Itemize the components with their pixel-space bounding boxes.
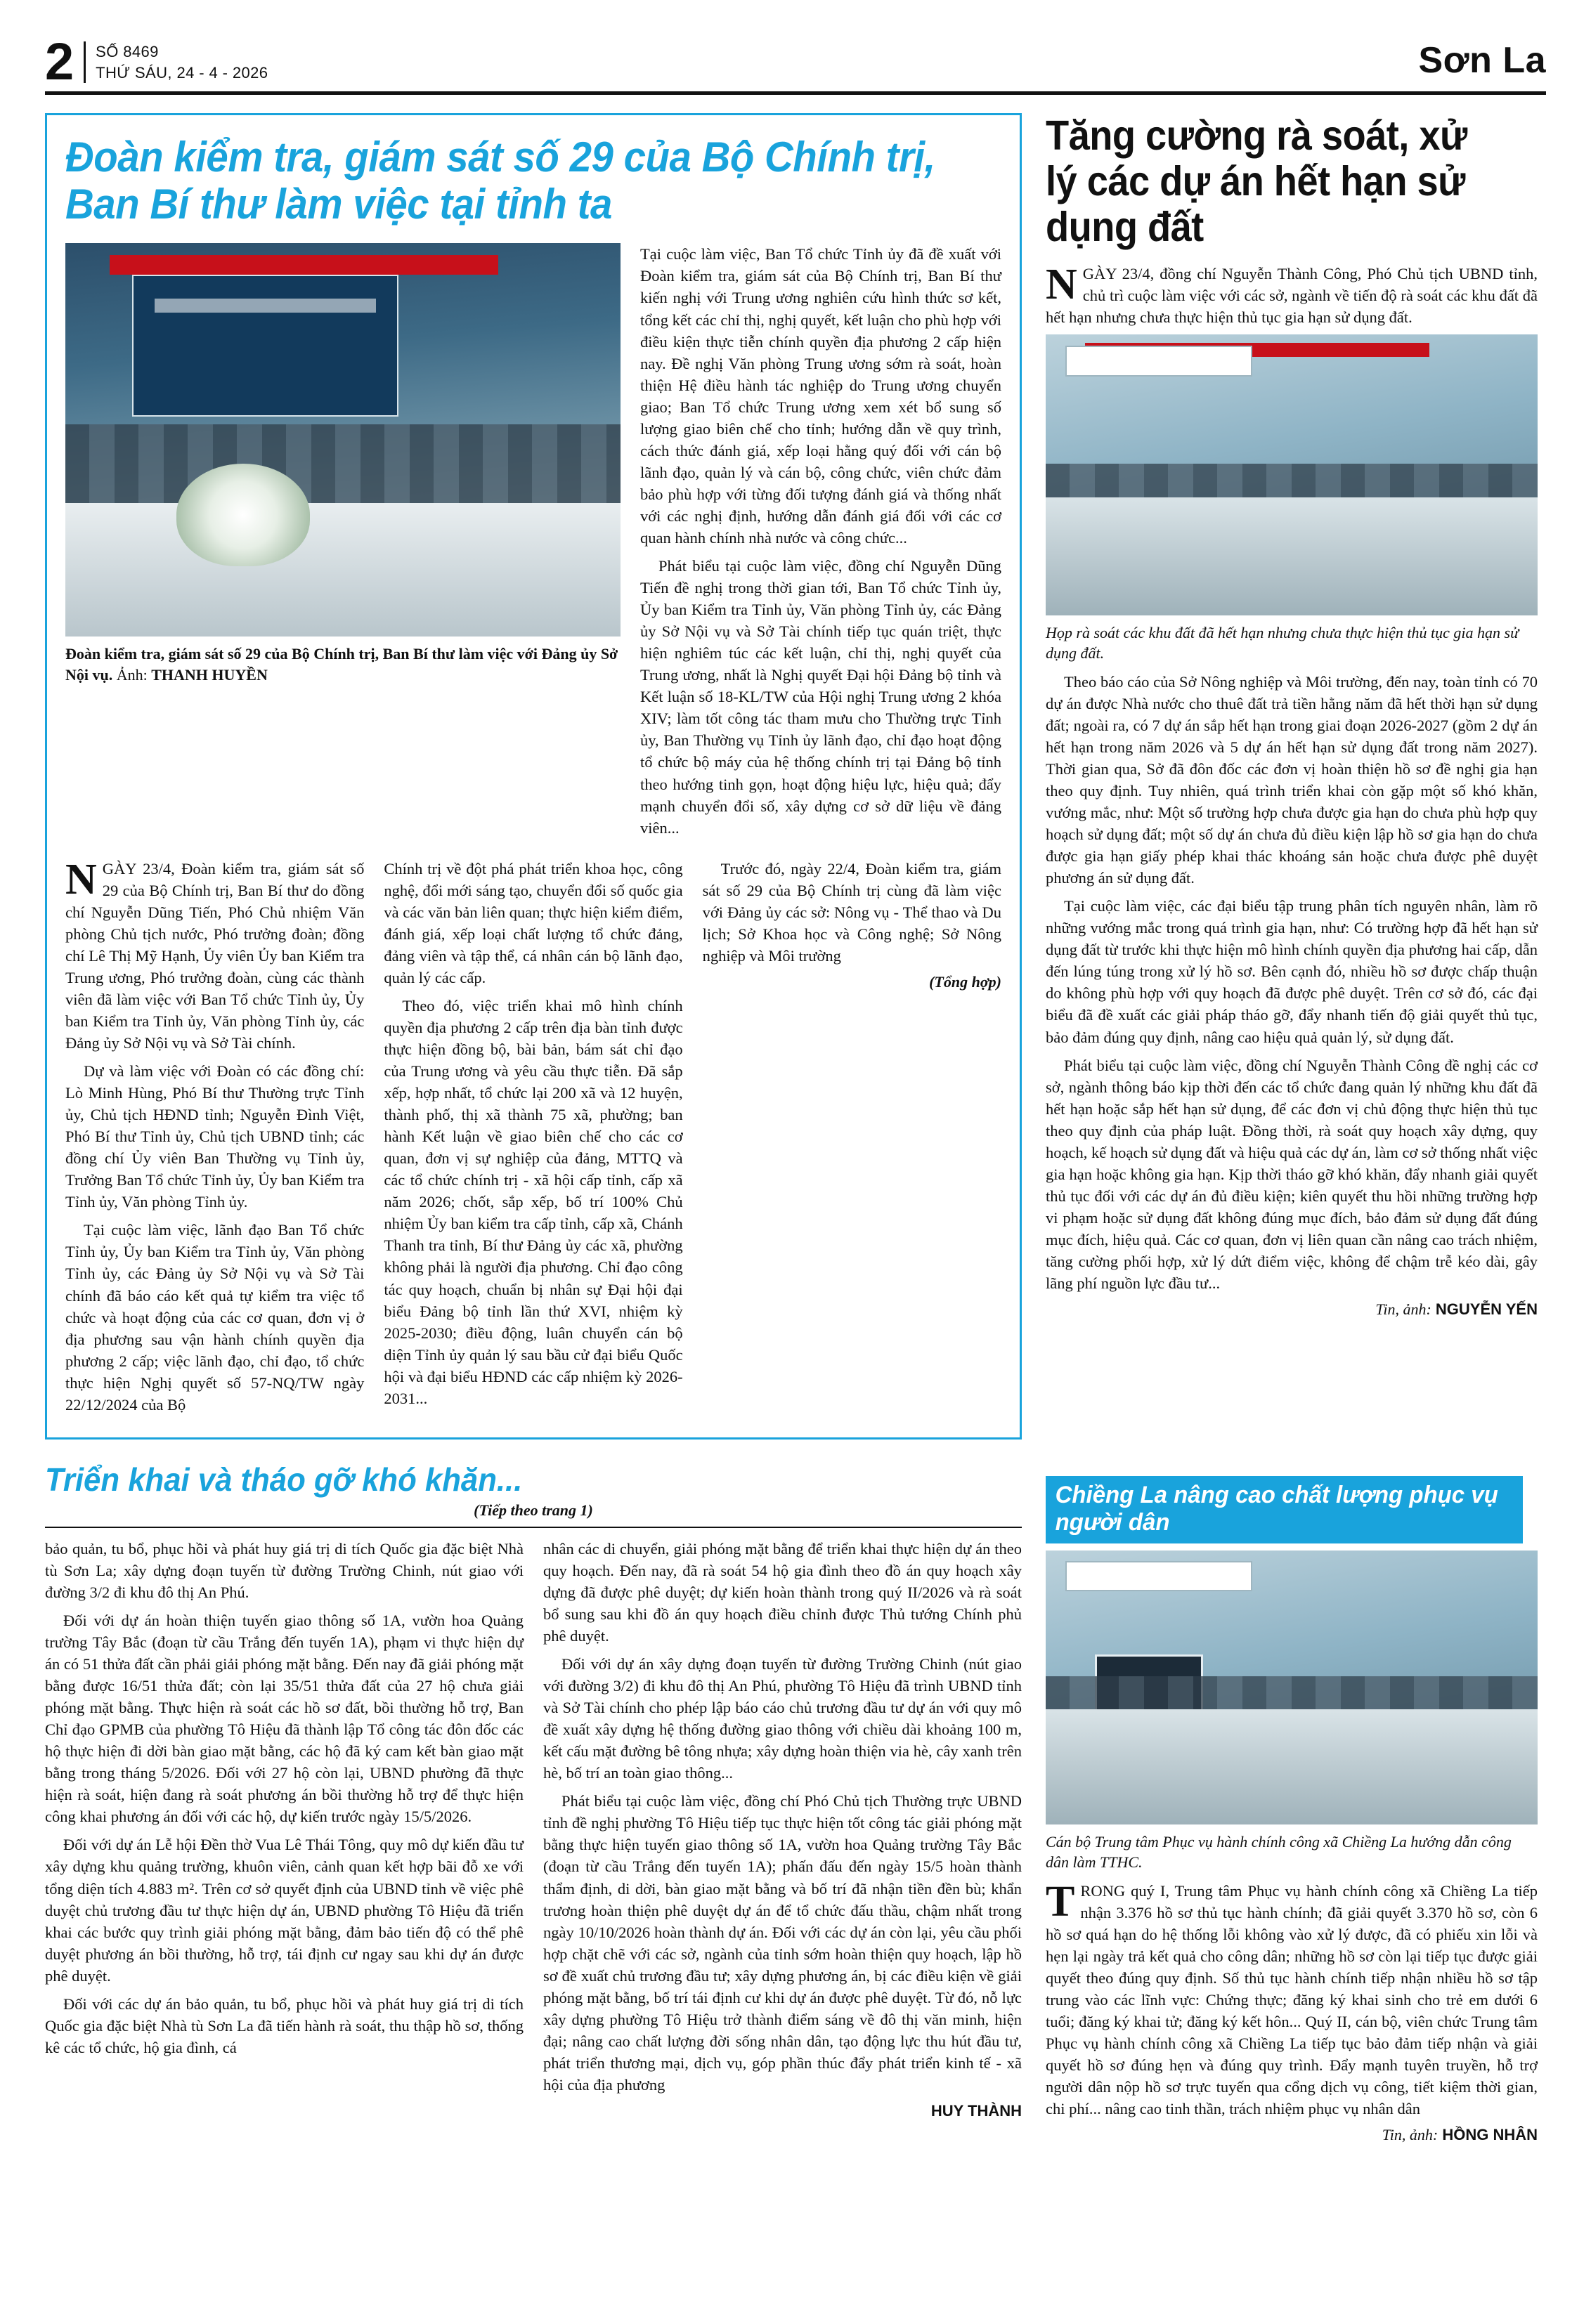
photo-projection-screen — [132, 275, 398, 417]
top-area — [45, 113, 1546, 1440]
article-main-col3-p2: Phát biểu tại cuộc làm việc, đồng chí Nguyễn Dũng Tiến đề nghị trong thời gian tới, Ban Tổ chức Tỉnh ủy, Ủy ban Kiểm tra Tỉnh ủy, Văn phòng Tỉnh ủy, các Đảng ủy Sở Nội vụ và Sở Tài chính tiếp tục quán triệt, thực hiện nghiêm túc các kết luận, chỉ thị, nghị quyết của Trung ương, nhất là Nghị quyết Đại hội Đảng bộ tỉnh và Kết luận số 18-KL/TW của Hội nghị Trung ương 2 khóa XIV; làm tốt công tác tham mưu cho Thường trực Tỉnh ủy, Ban Thường vụ Tỉnh ủy lãnh đạo, chỉ đạo hoạt động tổ chức bộ máy của hệ thống chính trị tại Đảng bộ tỉnh theo hướng tinh gọn, hoạt động hiệu lực, hiệu quả; đẩy mạnh chuyển đổi số, xây dựng cơ sở dữ liệu về đảng viên... — [640, 557, 1001, 837]
bl-col1-p1: bảo quản, tu bổ, phục hồi và phát huy giá trị di tích Quốc gia đặc biệt Nhà tù Sơn La; xây dựng đoạn tuyến từ đường Trường Chinh, nút giao với đường 3/2 đi khu đô thị An Phú. — [45, 1539, 524, 1601]
issue-date: THỨ SÁU, 24 - 4 - 2026 — [96, 63, 268, 81]
divider — [45, 1527, 1022, 1528]
signature-name: NGUYỄN YẾN — [1435, 1300, 1538, 1319]
article-bottom-left-headline: Triển khai và tháo gỡ khó khăn... — [45, 1461, 523, 1498]
article-right-photo-caption: Họp rà soát các khu đất đã hết hạn nhưng chưa thực hiện thủ tục gia hạn sử dụng đất. — [1046, 623, 1519, 662]
bottom-left-col2 — [543, 1538, 1022, 2136]
article-bottom-right-signature — [1046, 2126, 1538, 2144]
article-main-col3-p1: Tại cuộc làm việc, Ban Tổ chức Tỉnh ủy đã đề xuất với Đoàn kiểm tra, giám sát của Bộ Chính trị, Ban Bí thư kiến nghị với Trung ương nghiên cứu hình thức sơ kết, tổng kết các chỉ thị, nghị quyết, kết luận cho phù hợp với điều kiện thực tiễn chính quyền địa phương 2 cấp hiện nay. Đề nghị Văn phòng Trung ương sớm rà soát, hoàn thiện Hệ điều hành tác nghiệp do Trung ương chuyển giao; Ban Tổ chức Trung ương xem xét bổ sung số lượng giao biên chế cho tỉnh; hướng dẫn về quy trình, cách thức đánh giá, xếp loại hằng quý đối với cán bộ lãnh đạo, quản lý và cán bộ, công chức, viên chức đảm bảo phù hợp với từng đối tượng đánh giá và thống nhất với các nghị định, hướng dẫn đánh giá đối với các cơ quan hành chính nhà nước và công chức... — [640, 245, 1001, 547]
article-main-col1 — [65, 855, 365, 1422]
article-bottom-left-signature: HUY THÀNH — [930, 2101, 1022, 2120]
photo-credit — [117, 666, 268, 684]
signature-label: Tin, ảnh: — [1375, 1300, 1431, 1319]
article-main-columns — [65, 855, 1001, 1422]
article-right-lead: NGÀY 23/4, đồng chí Nguyễn Thành Công, Phó Chủ tịch UBND tỉnh, chủ trì cuộc làm việc với các sở, ngành về tiến độ rà soát các khu đất đã hết hạn nhưng chưa thực hiện thủ tục gia hạn sử dụng đất. — [1046, 260, 1538, 326]
article-right — [1046, 113, 1538, 1440]
issue-number: SỐ 8469 — [96, 42, 159, 60]
photo-flowers — [176, 464, 310, 566]
article-bottom-right-photo — [1046, 1551, 1538, 1824]
masthead — [45, 32, 1546, 95]
photo-credit-name: THANH HUYỀN — [151, 665, 268, 684]
bl-col1-p4: Đối với các dự án bảo quản, tu bổ, phục hồi và phát huy giá trị di tích Quốc gia đặc biệt Nhà tù Sơn La đã tiến hành rà soát, thu thập hồ sơ, thống kê các tổ chức, hộ gia đình, cá — [45, 1995, 524, 2056]
masthead-meta — [84, 41, 268, 83]
article-right-photo — [1046, 334, 1538, 615]
bottom-left-col1 — [45, 1538, 524, 2136]
article-main-col1-p2: Dự và làm việc với Đoàn có các đồng chí: Lò Minh Hùng, Phó Bí thư Thường trực Tỉnh ủy, Chủ tịch HĐND tỉnh; Nguyễn Đình Việt, Phó Bí thư Tỉnh ủy, Chủ tịch UBND tỉnh; các đồng chí Ủy viên Ban Thường vụ Tỉnh ủy, Trưởng Ban Tổ chức Tỉnh ủy, Ủy ban Kiểm tra Tỉnh ủy, Văn phòng Tỉnh ủy. — [65, 1062, 365, 1211]
signature-label: Tin, ảnh: — [1382, 2126, 1439, 2144]
photo-red-banner — [110, 255, 498, 275]
paper-name: Sơn La — [1418, 40, 1546, 81]
article-main-photo-caption — [65, 644, 621, 685]
bl-col1-p3: Đối với dự án Lễ hội Đền thờ Vua Lê Thái Tông, quy mô dự kiến đầu tư xây dựng khu quảng trường, khuôn viên, cảnh quan kết hợp bãi đỗ xe với tổng diện tích 4.883 m². Trên cơ sở quyết định của UBND tỉnh về việc phê duyệt chủ trương đầu tư thực hiện dự án, UBND phường Tô Hiệu đã triển khai các bước quy trình giải phóng mặt bằng, đảm bảo tiến độ có thể phê duyệt phương án bồi thường, hỗ trợ, tái định cư ngay sau khi dự án được phê duyệt. — [45, 1836, 524, 1985]
continued-from-label: (Tiếp theo trang 1) — [474, 1501, 593, 1519]
photo-sign — [1065, 346, 1252, 377]
article-main-col2-p2: Theo đó, việc triển khai mô hình chính quyền địa phương 2 cấp trên địa bàn tỉnh được thực hiện đồng bộ, bài bản, bám sát chỉ đạo của Trung ương và yêu cầu thực tiễn. Đã sắp xếp, hợp nhất, tổ chức lại 200 xã và 12 huyện, thành phố, thị xã thành 75 xã, phường; ban hành Kết luận về giao biên chế cho các cơ quan, đơn vị sự nghiệp của đảng, MTTQ và các tổ chức chính trị - xã hội cấp tỉnh, cấp xã năm 2026; chốt, sắp xếp, bố trí 100% Chủ nhiệm Ủy ban kiểm tra cấp tỉnh, cấp xã, Chánh Thanh tra tỉnh, Bí thư Đảng ủy các xã, phường không phải là người địa phương. Chỉ đạo công tác quy hoạch, chuẩn bị nhân sự Đại hội đại biểu Đảng bộ tỉnh lần thứ XVI, nhiệm kỳ 2025-2030; điều động, luân chuyển cán bộ diện Tỉnh ủy quản lý sau bầu cử đại biểu Quốc hội và đại biểu HĐND các cấp nhiệm kỳ 2026-2031... — [384, 996, 683, 1407]
article-main-col3-p3: Trước đó, ngày 22/4, Đoàn kiểm tra, giám sát số 29 của Bộ Chính trị cùng đã làm việc với Đảng ủy các sở: Nông vụ - Thể thao và Du lịch; Sở Khoa học và Công nghệ; Sở Nông nghiệp và Môi trường — [702, 859, 1001, 965]
article-main-col3-cont — [703, 858, 1001, 1422]
bl-col2-p1: nhân các di chuyển, giải phóng mặt bằng để triển khai thực hiện dự án theo quy hoạch. Đến nay, đã rà soát 54 hộ gia đình theo đồ án quy hoạch xây dựng đã được phê duyệt; dự kiến hoàn thành trong quý II/2026 và rà soát bổ sung sau khi đồ án quy hoạch điều chỉnh được Thủ tướng Chính phủ phê duyệt. — [543, 1539, 1022, 1645]
article-main-col2-p1: Chính trị về đột phá phát triển khoa học, công nghệ, đổi mới sáng tạo, chuyển đổi số quốc gia và các văn bản liên quan; thực hiện kiểm điểm, đánh giá, xếp loại chất lượng tổ chức đảng, đảng viên và tập thể, cá nhân cán bộ lãnh đạo, quản lý các cấp. — [384, 859, 683, 986]
article-bottom-left-columns — [45, 1538, 1022, 2136]
article-main-col1-p3: Tại cuộc làm việc, lãnh đạo Ban Tổ chức Tỉnh ủy, Ủy ban Kiểm tra Tỉnh ủy, Văn phòng Tỉnh ủy, các Đảng ủy Sở Nội vụ và Sở Tài chính đã báo cáo kết quả tự kiểm tra việc tổ chức và hoạt động của các cơ quan, đơn vị ở địa phương sau vận hành chính quyền địa phương 2 cấp; việc lãnh đạo, chỉ đạo, tổ chức thực hiện Nghị quyết số 57-NQ/TW ngày 22/12/2024 của Bộ — [65, 1221, 365, 1414]
photo-table — [65, 503, 621, 637]
article-right-p1: Theo báo cáo của Sở Nông nghiệp và Môi trường, đến nay, toàn tỉnh có 70 dự án được Nhà nước cho thuê đất trả tiền hằng năm đã hết thời hạn sử dụng đất; ngoài ra, có 7 dự án sắp hết hạn trong giai đoạn 2026-2027 (gồm 2 dự án hết hạn trong năm 2026 và 5 dự án hết hạn sử dụng đất trong năm 2027). Thời gian qua, Sở đã đôn đốc các đơn vị hoàn thiện hồ sơ đề nghị gia hạn theo quy định. Tuy nhiên, quá trình triển khai còn gặp một số khó khăn, vướng mắc, như: Một số trường hợp chưa được gia hạn do chưa phù hợp quy hoạch sử dụng đất; một số dự án chưa đủ điều kiện lập hồ sơ gia hạn do chưa được gia hạn giấy phép khai thác khoáng sản hoặc chưa được phê duyệt phương án sử dụng đất. — [1046, 672, 1538, 887]
article-bottom-right-p1: TRONG quý I, Trung tâm Phục vụ hành chính công xã Chiềng La tiếp nhận 3.376 hồ sơ thủ tục hành chính; đã giải quyết 3.370 hồ sơ, còn 6 hồ sơ quá hạn do hệ thống lỗi không vào xử lý được, đã có phiếu xin lỗi và hẹn lại ngày trả kết quả cho công dân; những hồ sơ còn lại tiếp tục được giải quyết theo đúng quy định. Số thủ tục hành chính tiếp nhận nhiều hồ sơ tập trung vào các lĩnh vực: Chứng thực; đăng ký khai sinh cho trẻ em dưới 6 tuổi; đăng ký khai tử; đăng ký kết hôn... Quý II, cán bộ, viên chức Trung tâm Phục vụ hành chính công xã Chiềng La tiếp tục bảo đảm tiếp nhận và giải quyết hồ sơ đúng hẹn và đúng quy trình. Đẩy mạnh tuyên truyền, hỗ trợ người dân nộp hồ sơ trực tuyến qua cổng dịch vụ công, tiết kiệm thời gian, chi phí... nâng cao tinh thần, trách nhiệm phục vụ nhân dân — [1046, 1877, 1538, 2118]
article-right-p2: Tại cuộc làm việc, các đại biểu tập trung phân tích nguyên nhân, làm rõ những vướng mắc trong quá trình gia hạn, như: Có trường hợp đã hết hạn sử dụng đất từ trước khi thực hiện mô hình chính quyền địa phương hai cấp, dẫn đến lúng túng trong xử lý hồ sơ. Bên cạnh đó, nhiều hồ sơ được chấp thuận do không phù hợp với quy hoạch đã được phê duyệt. Trên cơ sở đó, các đại biểu đã đề xuất các giải pháp tháo gỡ, đẩy nhanh tiến độ giải quyết thủ tục, bảo đảm đúng quy định, nâng cao hiệu quả quản lý, sử dụng đất. — [1046, 897, 1538, 1046]
photo-credit-label: Ảnh: — [116, 665, 148, 684]
article-main-signature: (Tổng hợp) — [929, 972, 1001, 991]
article-right-signature — [1046, 1300, 1538, 1319]
article-bottom-left — [45, 1461, 1022, 2160]
bl-col1-p2: Đối với dự án hoàn thiện tuyến giao thông số 1A, vườn hoa Quảng trường Tây Bắc (đoạn từ cầu Trắng đến tuyến 1A), phạm vi thực hiện dự án có 51 thửa đất cần phải giải phóng mặt bằng. Đến nay đã giải phóng mặt bằng được 16/51 thửa đất; còn lại 35/51 thửa đất của 27 hộ chưa giải phóng mặt bằng. Thực hiện rà soát các hồ sơ đất, bồi thường hỗ trợ, Ban Chỉ đạo GPMB của phường Tô Hiệu đã thành lập Tổ công tác đôn đốc các hộ thực hiện đi dời bàn giao mặt bằng, các hộ đã ký cam kết bàn giao mặt bằng trong tháng 5/2026. Đối với 27 hộ còn lại, UBND phường đã thực hiện rà soát, hiện đang rà soát phương án bồi thường hỗ trợ để thực hiện công khai phương án đối với các hộ, dự kiến trước ngày 15/5/2026. — [45, 1611, 524, 1826]
photo-sign — [1065, 1561, 1252, 1591]
article-main-headline: Đoàn kiểm tra, giám sát số 29 của Bộ Chính trị, Ban Bí thư làm việc tại tỉnh ta — [65, 133, 935, 228]
masthead-left — [45, 32, 268, 91]
article-main-col1-p1: NGÀY 23/4, Đoàn kiểm tra, giám sát số 29 của Bộ Chính trị, Ban Bí thư do đồng chí Nguyễn Dũng Tiến, Phó Chủ nhiệm Văn phòng Chủ tịch nước, Phó trưởng đoàn; đồng chí Lê Thị Mỹ Hạnh, Ủy viên Ủy ban Kiểm tra Trung ương, Phó trưởng đoàn, cùng các thành viên đã làm việc với Ban Tổ chức Tỉnh ủy, Ủy ban Kiểm tra Tỉnh ủy, Văn phòng Tỉnh ủy, các Đảng ủy Sở Nội vụ và Sở Tài chính. — [65, 855, 365, 1052]
photo-desk — [1046, 1709, 1538, 1824]
article-main-col2 — [384, 858, 682, 1422]
article-bottom-right — [1046, 1461, 1538, 2160]
caption-text: Đoàn kiểm tra, giám sát số 29 của Bộ Chính trị, Ban Bí thư làm việc với Đảng ủy Sở Nội vụ. — [65, 645, 618, 684]
bl-col2-p2: Đối với dự án xây dựng đoạn tuyến từ đường Trường Chinh (nút giao với đường 3/2) đi khu đô thị An Phú, phường Tô Hiệu đã trình UBND tỉnh và Sở Tài chính cho phép lập báo cáo chủ trương đầu tư dự án với quy mô đề xuất xây dựng hệ thống đường giao thông với chiều dài khoảng 100 m, kết cấu mặt đường bê tông nhựa; xây dựng hoàn thiện via hè, cây xanh trên hè, bố trí an toàn giao thông... — [543, 1655, 1022, 1782]
page-number: 2 — [45, 32, 74, 91]
article-right-p3: Phát biểu tại cuộc làm việc, đồng chí Nguyễn Thành Công đề nghị các cơ sở, ngành thông báo kịp thời đến các tổ chức đang quản lý những khu đất đã hết hạn hoặc sắp hết hạn sử dụng, để các đơn vị chủ động thực hiện thủ tục theo quy định của pháp luật. Đồng thời, rà soát quy hoạch xây dựng, quy hoạch, kế hoạch sử dụng đất và hiệu quả các dự án, làm cơ sở thống nhất việc gia hạn hoặc không gia hạn. Kịp thời tháo gỡ khó khăn, đẩy nhanh giải quyết thủ tục đối với các dự án đủ điều kiện; kiên quyết thu hồi những trường hợp vi phạm hoặc sử dụng đất không đúng mục đích, bảo đảm sử dụng đất đúng mục đích, hiệu quả. Các cơ quan, đơn vị liên quan cần nâng cao trách nhiệm, tăng cường phối hợp, xử lý dứt điểm việc, không để chậm trễ kéo dài, gây lãng phí nguồn lực đầu tư... — [1046, 1056, 1538, 1293]
photo-desk — [1046, 497, 1538, 615]
bottom-area — [45, 1461, 1546, 2160]
article-main — [45, 113, 1022, 1440]
article-bottom-right-headline: Chiềng La nâng cao chất lượng phục vụ người dân — [1046, 1476, 1523, 1543]
article-right-headline: Tăng cường rà soát, xử lý các dự án hết hạn sử dụng đất — [1046, 112, 1467, 250]
bl-col2-p3: Phát biểu tại cuộc làm việc, đồng chí Phó Chủ tịch Thường trực UBND tỉnh đề nghị phường Tô Hiệu tiếp tục thực hiện tốt công tác giải phóng mặt bằng thực hiện tuyến giao thông số 1A, vườn hoa Quảng trường Tây Bắc (đoạn từ cầu Trắng đến tuyến 1A); phấn đấu đến ngày 15/5 hoàn thành thẩm định, di dời, bàn giao mặt bằng và bố trí đã nhận tiền đền bù; khẩn trương hoàn thiện phê duyệt dự án để tổ chức đấu thầu, chậm nhất trong ngày 10/10/2026 hoàn thành dự án. Đối với các dự án còn lại, yêu cầu phối hợp chặt chẽ với các sở, ngành của tỉnh sớm hoàn thiện quy hoạch, lập hồ sơ đề xuất chủ trương đầu tư; xây dựng phương án, bị các điều kiện về giải phóng mặt bằng, bố trí tái định cư khi dự án được phê duyệt. Từ đó, nỗ lực xây dựng phường Tô Hiệu trở thành điểm sáng về đô thị văn minh, hiện đại; nâng cao chất lượng đời sống nhân dân, tạo động lực thu hút đầu tư, phát triển thương mại, dịch vụ, góp phần thúc đẩy phát triển kinh tế - xã hội của địa phương — [543, 1792, 1022, 2094]
signature-name: HỒNG NHÂN — [1442, 2126, 1538, 2144]
article-bottom-right-photo-caption: Cán bộ Trung tâm Phục vụ hành chính công xã Chiềng La hướng dẫn công dân làm TTHC. — [1046, 1832, 1512, 1872]
article-main-photo — [65, 243, 621, 637]
